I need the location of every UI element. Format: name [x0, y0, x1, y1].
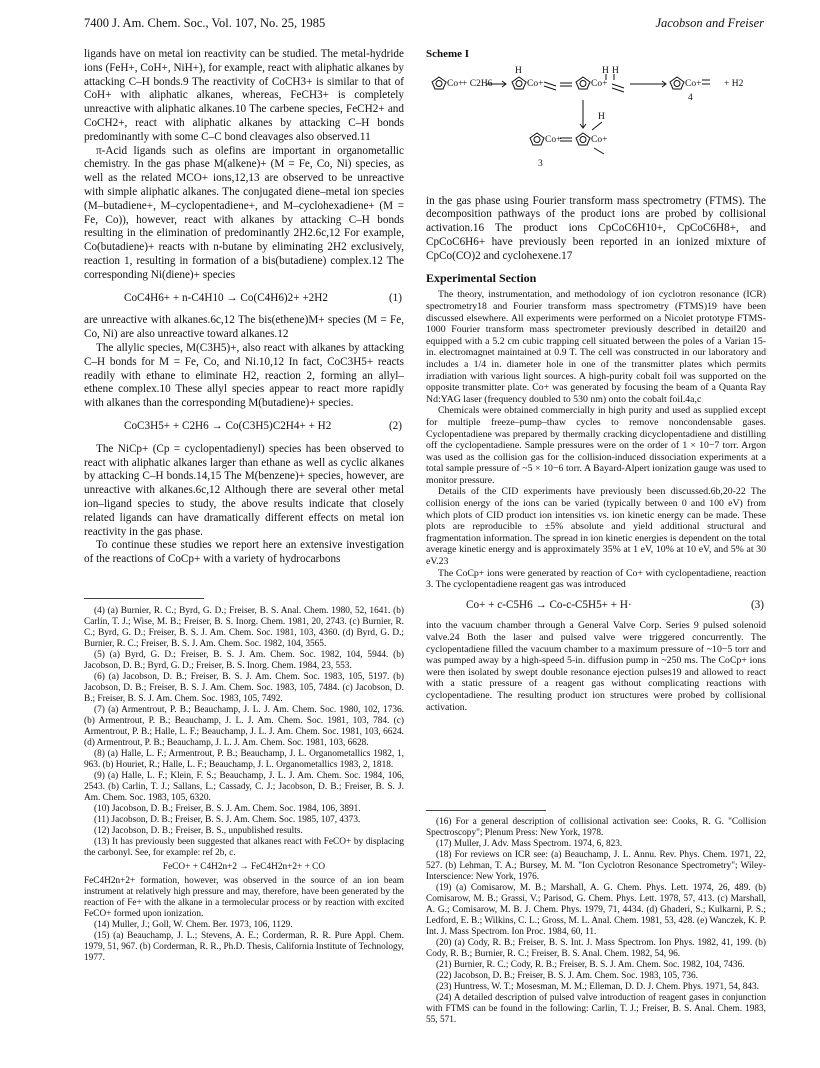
footnote: (23) Huntress, W. T.; Mosesman, M. M.; Elleman, D. D. J. Chem. Phys. 1971, 54, 843.	[436, 982, 759, 992]
footnote-equation: FeCO+ + C4H2n+2 → FeC4H2n+2+ + CO	[162, 862, 326, 872]
scheme-label: Co+	[527, 78, 544, 89]
scheme-diagram	[426, 64, 766, 182]
paragraph: into the vacuum chamber through a General Valve Corp. Series 9 pulsed solenoid valve.24 Both the laser and pulsed valve were triggered concurrently. The cyclopentadiene filled the vacuum chamber to a maximum pressure of ~10−5 torr and was pumped away by a high-speed 5-in. diffusion pump in ~250 ms. The CoCp+ ions were then isolated by swept double resonance ejection pulses19 and allowed to react with a static pressure of a reagent gas without complicating reactions with cyclopentadiene. The resulting product ion structures were probed by collisional activation.	[426, 620, 766, 713]
equation-text: Co+ + c-C5H6 → Co-c-C5H5+ + H·	[466, 598, 632, 611]
footnote: (21) Burnier, R. C.; Cody, R. B.; Freiser, B. S. J. Am. Chem. Soc. 1982, 104, 7436.	[436, 960, 745, 970]
footnote-divider	[84, 598, 204, 599]
equation-2	[124, 420, 404, 434]
cp-ring-icon	[512, 77, 526, 89]
scheme-label: Co+	[591, 134, 608, 145]
footnote: (17) Muller, J. Adv. Mass Spectrom. 1974, 6, 823.	[436, 839, 623, 849]
footnote: (12) Jacobson, D. B.; Freiser, B. S., unpublished results.	[94, 826, 303, 836]
footnote: FeC4H2n+2+ formation, however, was observed in the source of an ion beam instrument at relatively high pressure and may, therefore, have been generated by the reaction of Fe+ with the alkane in a termolecular process or by reaction with excited FeCO+ formed upon ionization.	[84, 876, 404, 919]
footnote: (15) (a) Beauchamp, J. L.; Stevens, A. E.; Corderman, R. R. Pure Appl. Chem. 1979, 51, 967. (b) Corderman, R. R., Ph.D. Thesis, California Institute of Technology, 1977.	[84, 931, 404, 963]
cp-ring-icon	[530, 133, 544, 145]
right-column	[426, 48, 766, 713]
scheme-label: H	[515, 65, 522, 76]
paragraph: π-Acid ligands such as olefins are important in organometallic chemistry. In the gas phase M(alkene)+ (M = Fe, Co, Ni) species, as well as the related MCO+ ions,12,13 are observed to be unreactive with simple aliphatic alkanes. The conjugated diene–metal ion species (M–butadiene+, M–cyclopentadiene+, and M–cyclohexadiene+ (M = Fe, Co)), however, react with alkanes by attacking C–H bonds resulting in the elimination of predominantly 2H2.6c,12 For example, Co(butadiene)+ reacts with n-butane by eliminating 2H2 exclusively, reaction 1, resulting in formation of a bis(butadiene) complex.12 The corresponding Ni(diene)+ species	[84, 144, 404, 281]
paragraph: Details of the CID experiments have previously been discussed.6b,20-22 The collision energy of the ions can be varied (typically between 0 and 100 eV) from which plots of CID product ion intensities vs. ion kinetic energy can be made. These plots are reproducible to ±5% absolute and yield additional structural and fragmentation information. The spread in ion kinetic energies is dependent on the total average kinetic energy and is approximately 35% at 1 eV, 10% at 10 eV, and 5% at 30 eV.23	[426, 486, 766, 568]
footnote: (14) Muller, J.; Goll, W. Chem. Ber. 1973, 106, 1129.	[94, 920, 293, 930]
footnote: (10) Jacobson, D. B.; Freiser, B. S. J. Am. Chem. Soc. 1984, 106, 3891.	[94, 804, 361, 814]
footnote: (8) (a) Halle, L. F.; Armentrout, P. B.; Beauchamp, J. L. Organometallics 1982, 1, 963. (b) Houriet, R.; Halle, L. F.; Beauchamp, J. L. Organometallics 1983, 2, 1818.	[84, 749, 404, 770]
section-heading: Experimental Section	[426, 270, 537, 285]
paragraph: The CoCp+ ions were generated by reaction of Co+ with cyclopentadiene, reaction 3. The cyclopentadiene reagent gas was introduced	[426, 567, 766, 591]
scheme-label: + C2H6	[462, 78, 493, 89]
footnote: (7) (a) Armentrout, P. B.; Beauchamp, J. L. J. Am. Chem. Soc. 1980, 102, 1736. (b) Armentrout, P. B.; Beauchamp, J. L. J. Am. Chem. Soc. 1981, 103, 784. (c) Armentrout, P. B.; Halle, L. F.; Beauchamp, J. L. J. Am. Chem. Soc. 1981, 103, 6624. (d) Armentrout, P. B.; Beauchamp, J. L. J. Am. Chem. Soc. 1981, 103, 6628.	[84, 705, 404, 748]
cp-ring-icon	[576, 77, 590, 89]
paragraph: are unreactive with alkanes.6c,12 The bis(ethene)M+ species (M = Fe, Co, Ni) are also unreactive toward alkanes.12	[84, 314, 404, 341]
equation-number: (3)	[750, 598, 764, 611]
footnote: (16) For a general description of collisional activation see: Cooks, R. G. "Collision Spectroscopy"; Plenum Press: New York, 1978.	[426, 817, 766, 838]
footnote: (13) It has previously been suggested that alkanes react with FeCO+ by displacing the carbonyl. See, for example: ref 2b, c.	[84, 837, 404, 858]
scheme-label: Co+	[447, 78, 464, 89]
footnote: (24) A detailed description of pulsed valve introduction of reagent gases in conjunction with FTMS can be found in the following: Carlin, T. J.; Freiser, B. S. Anal. Chem. 1983, 55, 571.	[426, 993, 766, 1025]
paragraph: The theory, instrumentation, and methodology of ion cyclotron resonance (ICR) spectrometry18 and Fourier transform mass spectrometry (FTMS)19 have been discussed elsewhere. All experiments were performed on a Nicolet prototype FTMS-1000 Fourier transform mass spectrometer previously described in detail20 and equipped with a 5.2 cm cubic trapping cell situated between the poles of a Varian 15-in. electromagnet maintained at 0.9 T. The cell was constructed in our laboratory and includes a 1/4 in. diameter hole in one of the transmitter plates which permits irradiation with various light sources. A high-purity cobalt foil was supported on the opposite transmitter plate. Co+ was generated by focusing the beam of a Quanta Ray Nd:YAG laser (frequency doubled to 530 nm) onto the cobalt foil.4a,c	[426, 289, 766, 405]
equation-1	[124, 292, 404, 306]
cp-ring-icon	[432, 77, 446, 89]
equation-text: CoC3H5+ + C2H6 → Co(C3H5)C2H4+ + H2	[124, 419, 332, 432]
author-names: Jacobson and Freiser	[655, 16, 764, 30]
left-column	[84, 48, 404, 567]
cp-ring-icon	[576, 133, 590, 145]
scheme-label: Co+	[685, 78, 702, 89]
scheme-label: + H2	[724, 78, 744, 89]
footnote: (9) (a) Halle, L. F.; Klein, F. S.; Beauchamp, J. L. J. Am. Chem. Soc. 1984, 106, 2543. (b) Carlin, T. J.; Sallans, L.; Cassady, C. J.; Jacobson, D. B.; Freiser, B. S. J. Am. Chem. Soc. 1983, 105, 6320.	[84, 771, 404, 803]
footnote: (22) Jacobson, D. B.; Freiser, B. S. J. Am. Chem. Soc. 1983, 105, 736.	[436, 971, 699, 981]
scheme-label: 3	[538, 158, 543, 169]
scheme-label: Co+	[545, 134, 562, 145]
scheme-title: Scheme I	[426, 48, 470, 60]
equation-text: CoC4H6+ + n-C4H10 → Co(C4H6)2+ +2H2	[124, 291, 328, 304]
equation-3	[466, 600, 766, 612]
footnote: (18) For reviews on ICR see: (a) Beauchamp, J. L. Annu. Rev. Phys. Chem. 1971, 22, 527. (b) Lehman, T. A.; Bursey, M. M. "Ion Cyclotron Resonance Spectrometry"; Wiley-Interscience: New York, 1976.	[426, 850, 766, 882]
paragraph: The NiCp+ (Cp = cyclopentadienyl) species has been observed to react with aliphatic alkanes larger than ethane as well as cyclic alkanes by attacking C–H bonds.14,15 The M(benzene)+ species, however, are unreactive with alkanes.6c,12 Although there are several other metal ion–ligand species to study, the above results indicate that closely related ligands can have dramatically different effects on metal ion reactivity in the gas phase.	[84, 442, 404, 538]
paragraph: To continue these studies we report here an extensive investigation of the reactions of CoCp+ with a variety of hydrocarbons	[84, 539, 404, 566]
paragraph: ligands have on metal ion reactivity can be studied. The metal-hydride ions (FeH+, CoH+, NiH+), for example, react with aliphatic alkanes by attacking C–H bonds.9 The reactivity of CoCH3+ is similar to that of CoH+ with aliphatic alkanes, whereas, FeCH3+ is completely unreactive with aliphatic alkanes.10 The carbene species, FeCH2+ and CoCH2+, react with aliphatic alkanes by attacking C–H bonds predominantly with some C–C bond cleavages also observed.11	[84, 48, 404, 143]
paragraph: The allylic species, M(C3H5)+, also react with alkanes by attacking C–H bonds for M = Fe, Co, and Ni.10,12 In fact, CoC3H5+ reacts readily with ethane to eliminate H2, reaction 2, forming an allyl–ethene complex.10 These allyl species appear to react more rapidly with alkanes than the corresponding M(butadiene)+ species.	[84, 341, 404, 410]
footnote: (11) Jacobson, D. B.; Freiser, B. S. J. Am. Chem. Soc. 1985, 107, 4373.	[94, 815, 361, 825]
footnote: (5) (a) Byrd, G. D.; Freiser, B. S. J. Am. Chem. Soc. 1982, 104, 5944. (b) Jacobson, D. B.; Byrd, G. D.; Freiser, B. S. Inorg. Chem. 1984, 23, 553.	[84, 650, 404, 671]
footnote: (4) (a) Burnier, R. C.; Byrd, G. D.; Freiser, B. S. Anal. Chem. 1980, 52, 1641. (b) Carlin, T. J.; Wise, M. B.; Freiser, B. S. Inorg. Chem. 1981, 20, 2743. (c) Burnier, R. C.; Byrd, G. D.; Freiser, B. S. J. Am. Chem. Soc. 1981, 103, 4360. (d) Byrd, G. D.; Burnier, R. C.; Freiser, B. S. J. Am. Chem. Soc. 1982, 104, 3565.	[84, 606, 404, 649]
cp-ring-icon	[670, 77, 684, 89]
footnote: (6) (a) Jacobson, D. B.; Freiser, B. S. J. Am. Chem. Soc. 1983, 105, 5197. (b) Jacobson, D. B.; Freiser, B. S. J. Am. Chem. Soc. 1983, 105, 7484. (c) Jacobson, D. B.; Freiser, B. S. J. Am. Chem. Soc. 1983, 105, 7492.	[84, 672, 404, 704]
scheme-label: H	[612, 65, 619, 76]
footnotes-left	[84, 606, 404, 964]
footnotes-right	[426, 817, 766, 1026]
scheme-label: 4	[688, 92, 693, 103]
scheme-label: H	[602, 65, 609, 76]
journal-citation: 7400 J. Am. Chem. Soc., Vol. 107, No. 25, 1985	[84, 16, 326, 30]
equation-number: (1)	[388, 291, 402, 304]
footnote: (20) (a) Cody, R. B.; Freiser, B. S. Int. J. Mass Spectrom. Ion Phys. 1982, 41, 199. (b) Cody, R. B.; Burnier, R. C.; Freiser, B. S. Anal. Chem. 1982, 54, 96.	[426, 938, 766, 959]
running-header	[84, 16, 764, 34]
scheme-label: H	[598, 111, 605, 122]
scheme-label: Co+	[591, 78, 608, 89]
equation-number: (2)	[388, 419, 402, 432]
footnote: (19) (a) Comisarow, M. B.; Marshall, A. G. Chem. Phys. Lett. 1974, 26, 489. (b) Comisarow, M. B.; Grassi, V.; Parisod, G. Chem. Phys. Lett. 1978, 57, 413. (c) Marshall, A. G.; Comisarow, M. B. J. Chem. Phys. 1979, 71, 4434. (d) Ghaderi, S.; Kulkarni, P. S.; Ledford, E. B.; Wilkins, C. L.; Gross, M. L. Anal. Chem. 1981, 53, 428. (e) Wanczek, K. P. Int. J. Mass Spectrom. Ion Proc. 1984, 60, 11.	[426, 883, 766, 937]
paragraph: Chemicals were obtained commercially in high purity and used as supplied except for multiple freeze–pump–thaw cycles to remove noncondensable gases. Cyclopentadiene was prepared by thermally cracking dicyclopentadiene and distilling off the cyclopentadiene. Sample pressures were on the order of 1 × 10−7 torr. Argon was used as the collision gas for the collision-induced dissociation experiments at a total sample pressure of ~5 × 10−6 torr. A Bayard-Alpert ionization gauge was used to monitor pressure.	[426, 405, 766, 486]
paragraph: in the gas phase using Fourier transform mass spectrometry (FTMS). The decomposition pathways of the product ions are probed by collisional activation.16 The product ions CpCoC6H10+, CpCoC6H8+, and CpCoC6H6+ have previously been reported in an ionized mixture of CpCo(CO)2 and cyclohexene.17	[426, 194, 766, 262]
footnote-divider	[426, 810, 546, 811]
